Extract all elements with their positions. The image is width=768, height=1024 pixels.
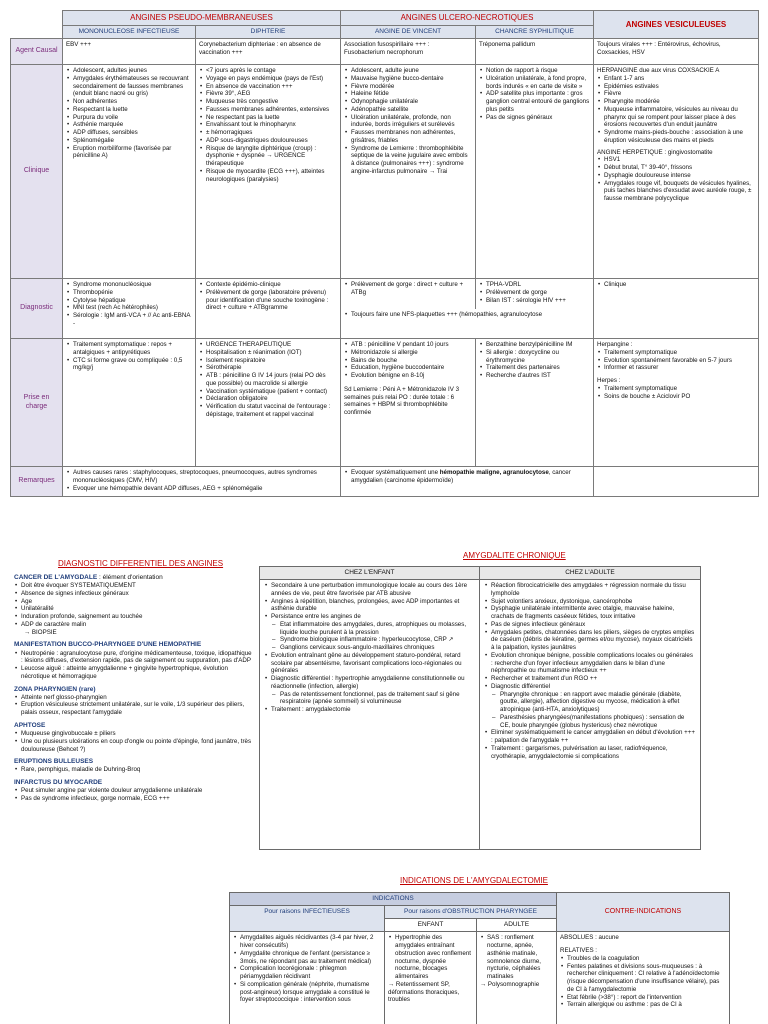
list-item: • HSV1 <box>597 156 755 164</box>
list-item: • Soins de bouche ± Aciclovir PO <box>597 393 755 401</box>
list-item: • Neutropénie : agranulocytose pure, d'origine médicamenteuse, toxique, idiopathique : lésions diffuses, d'extension rapide, pas de saignement ou suppuration, pas d'ADP <box>14 650 252 666</box>
list-item: • Syndrome de Lemierre : thrombophlébite septique de la veine jugulaire avec embols à distance (pulmonaires +++) : syndrome angine-infarctus pulmonaire → Trai <box>344 145 472 176</box>
list-item: • Amygdalite chronique de l'enfant (persistance ≥ 3mois, ne répondant pas au traitement médical) <box>233 950 381 966</box>
list-item: • Evolution chronique bénigne, possible complications locales ou générales : recherche d'un foyer infectieux amygdalien dans le bilan d'une néphropathie ou rhumatisme infectieux ++ <box>484 652 696 675</box>
list-item: • Splénomégalie <box>66 137 192 145</box>
dd-title: DIAGNOSTIC DIFFERENTIEL DES ANGINES <box>58 559 224 568</box>
dd-bull-head: ERUPTIONS BULLEUSES <box>14 758 94 766</box>
list-item: • Amygdalites aiguës récidivantes (3-4 par hiver, 2 hiver consécutifs) <box>233 934 381 950</box>
list-item: • Fièvre <box>597 90 755 98</box>
list-item: • Bains de bouche <box>344 357 472 365</box>
list-item: • Pas de signes infectieux généraux <box>484 621 696 629</box>
row-label-remarques: Remarques <box>11 467 63 497</box>
list-item: • Enfant 1-7 ans <box>597 75 755 83</box>
list-item: • Fausses membranes adhérentes, extensives <box>199 106 337 114</box>
list-item: • Doit être évoquer SYSTEMATIQUEMENT <box>14 582 252 590</box>
amyg-adult <box>480 580 701 850</box>
infect-list <box>230 932 385 1024</box>
list-item: • Pharyngite modérée <box>597 98 755 106</box>
indic-top-header: INDICATIONS <box>230 893 557 906</box>
prise-diph <box>196 339 341 467</box>
header-diphterie: DIPHTERIE <box>196 26 341 39</box>
list-item: – Pharyngite chronique : en rapport avec maladie générale (diabète, goutte, allergie), affection digestive ou mycose, médication à effet atropinique (anti-HTA, anxiolytiques) <box>484 691 696 714</box>
angine-herpetique-title: ANGINE HERPETIQUE : gingivostomatite <box>597 148 713 156</box>
list-item: • Recherche d'autres IST <box>479 372 590 380</box>
list-item: • En absence de vaccination +++ <box>199 83 337 91</box>
list-item: • Leucose aiguë : atteinte amygdalienne + gingivite hypertrophique, évolution nécrotique et hémorragique <box>14 665 252 681</box>
agent-vincent: Association fusospirillaire +++ : Fusobacterium necrophorum <box>341 39 476 65</box>
list-item: • Autres causes rares : staphylocoques, streptocoques, pneumocoques, autres syndromes mononucléosiques (CMV, HIV) <box>66 469 337 485</box>
list-item: • Réaction fibrocicatricielle des amygdales + régression normale du tissu lymphoïde <box>484 582 696 598</box>
row-label-agent: Agent Causal <box>11 39 63 65</box>
list-item: • Cytolyse hépatique <box>66 297 192 305</box>
list-item: • Métronidazole si allergie <box>344 349 472 357</box>
list-item: • Amygdales rouge vif, bouquets de vésicules hyalines, puis taches blanches d'exsudat avec auréole rouge, ± fausse membrane polycyclique <box>597 180 755 203</box>
lemierre-note: Sd Lemierre : Péni A + Métronidazole IV 3 semaines puis relai PO : durée totale : 6 semaines + HBPM si thrombophlébite confirmée <box>344 385 460 417</box>
herpes-pec-title: Herpes : <box>597 377 621 385</box>
list-item: • Isolement respiratoire <box>199 357 337 365</box>
list-item: • Eliminer systématiquement le cancer amygdalien en début d'évolution +++ : palpation de l'amygdale ++ <box>484 729 696 745</box>
list-item: • Déclaration obligatoire <box>199 395 337 403</box>
diagnostic-vesic <box>594 279 759 339</box>
list-item: • Fièvre modérée <box>344 83 472 91</box>
header-mononucleose: MONONUCLEOSE INFECTIEUSE <box>63 26 196 39</box>
clinique-vesic <box>594 65 759 279</box>
list-item: • Evoquer une hémopathie devant ADP diffuses, AEG + splénomégalie <box>66 485 337 493</box>
list-item: • MNI test (rech Ac hétérophiles) <box>66 304 192 312</box>
list-item: • Sérothérapie <box>199 364 337 372</box>
header-ulcero-necrotiques: ANGINES ULCERO-NECROTIQUES <box>341 11 594 26</box>
list-item: • Benzathine benzylpénicilline IM <box>479 341 590 349</box>
list-item: • Traitement symptomatique : repos + antalgiques + antipyrétiques <box>66 341 192 357</box>
list-item: • Adolescent, adultes jeunes <box>66 67 192 75</box>
diagnostic-diph <box>196 279 341 339</box>
list-item: • Diagnostic différentiel : hypertrophie amygdalienne constitutionnelle ou réactionnelle (infection, allergie) <box>264 675 475 691</box>
list-item: • Une ou plusieurs ulcérations en coup d'ongle ou pointe d'épingle, fond jaunâtre, très douloureuse (Behcet ?) <box>14 738 252 754</box>
list-item: • Rare, pemphigus, maladie de Duhring-Broq <box>14 766 252 774</box>
list-item: • Fièvre 39°, AEG <box>199 90 337 98</box>
list-item: • Etat fébrile (>38°) : report de l'intervention <box>560 994 726 1002</box>
list-item: – Etat inflammatoire des amygdales, dures, atrophiques ou molasses, liquide louche purulent à la pression <box>264 621 475 637</box>
list-item: • Absence de signes infectieux généraux <box>14 590 252 598</box>
list-item: • Prélèvement de gorge : direct + culture + ATBg <box>344 281 472 297</box>
enfant-list <box>385 932 477 1024</box>
list-item: • Informer et rassurer <box>597 364 755 372</box>
herpangine-pec-title: Herpangine : <box>597 341 633 349</box>
contra-list <box>557 932 730 1024</box>
list-item: • Angines à répétition, blanches, prolongées, avec ADP importantes et asthénie durable <box>264 598 475 614</box>
list-item: • Asthénie marquée <box>66 121 192 129</box>
list-item: • Envahissant tout le rhinopharynx <box>199 121 337 129</box>
list-item: • Troubles de la coagulation <box>560 955 726 963</box>
list-item: • Induration profonde, saignement au touchée <box>14 613 252 621</box>
list-item: • Secondaire à une perturbation immunologique locale au cours des 1ère années de vie, peut être favorisée par ATB abusive <box>264 582 475 598</box>
enfant-header: ENFANT <box>385 919 477 932</box>
list-item: • ADP satellite plus importante : gros ganglion central entouré de ganglions plus petits <box>479 90 590 113</box>
list-item: • Amygdales petites, chatonnées dans les piliers, sièges de cryptes emplies de caséum (débris de kératine, germes et/ou mycose), noyaux cicatriciels à la palpation, kystes jaunâtres <box>484 629 696 652</box>
list-item: • Evolution entraînant gêne au développement staturo-pondéral, retard scolaire par absentéisme, favorisant complications loco-régionales ou générales <box>264 652 475 675</box>
clinique-mono <box>63 65 196 279</box>
contra-header: CONTRE-INDICATIONS <box>557 893 730 932</box>
remarques-left <box>63 467 341 497</box>
list-item: • ATB : pénicilline V pendant 10 jours <box>344 341 472 349</box>
adulte-arrow-note: → Polysomnographie <box>480 980 540 988</box>
diagnostic-mono <box>63 279 196 339</box>
remarques-vesic <box>594 467 759 497</box>
row-label-prise: Prise en charge <box>11 339 63 467</box>
list-item: • Vaccination systématique (patient + contact) <box>199 388 337 396</box>
list-item: • Prélèvement de gorge <box>479 289 590 297</box>
prise-mono <box>63 339 196 467</box>
list-item: • Ulcération unilatérale, profonde, non indurée, bords irréguliers et surélevés <box>344 114 472 130</box>
list-item: • Pas de syndrome infectieux, gorge normale, ECG +++ <box>14 795 252 803</box>
list-item: • ADP de caractère malin <box>14 621 252 629</box>
list-item: • Ulcération unilatérale, à fond propre, bords indurés « en carte de visite » <box>479 75 590 91</box>
agent-diph: Corynebacterium diphteriae : en absence de vaccination +++ <box>196 39 341 65</box>
obstr-header: Pour raisons d'OBSTRUCTION PHARYNGEE <box>385 906 557 919</box>
list-item: • Notion de rapport à risque <box>479 67 590 75</box>
list-item: • ATB : pénicilline G IV 14 jours (relai PO dès que possible) ou macrolide si allergie <box>199 372 337 388</box>
amyg-col-adult: CHEZ L'ADULTE <box>480 567 701 580</box>
diagnostic-vincent <box>341 279 476 309</box>
clinique-vincent <box>341 65 476 279</box>
list-item: • Fentes palatines et divisions sous-muqueuses : à rechercher cliniquement : CI relative à l'adénoïdectomie (risque décompensation d'une insuffisance vélaire), pas de CI à l'amygdalectomie <box>560 963 726 994</box>
list-item: • Amygdales érythémateuses se recouvrant secondairement de fausses membranes (enduit blanc nacré ou gris) <box>66 75 192 98</box>
row-label-clinique: Clinique <box>11 65 63 279</box>
list-item: • Peut simuler angine par violente douleur amygdalienne unilatérale <box>14 787 252 795</box>
list-item: • Diagnostic différentiel <box>484 683 696 691</box>
dd-biopsie: → BIOPSIE <box>24 628 57 636</box>
list-item: • Education, hygiène buccodentaire <box>344 364 472 372</box>
header-vincent: ANGINE DE VINCENT <box>341 26 476 39</box>
list-item: – Syndrome biologique inflammatoire : hyperleucocytose, CRP ↗ <box>264 636 475 644</box>
list-item: • Complication locorégionale : phlegmon périamygdalien récidivant <box>233 965 381 981</box>
list-item: • Traitement symptomatique <box>597 385 755 393</box>
list-item: • Odynophagie unilatérale <box>344 98 472 106</box>
dd-infarct-head: INFARCTUS DU MYOCARDE <box>14 779 103 787</box>
header-vesiculeuses: ANGINES VESICULEUSES <box>594 11 759 39</box>
list-item: • Risque de myocardite (ECG +++), atteintes neurologiques (paralysies) <box>199 168 337 184</box>
list-item: • Bilan IST : sérologie HIV +++ <box>479 297 590 305</box>
list-item: • Epidémies estivales <box>597 83 755 91</box>
list-item: – Ganglions cervicaux sous-angulo-maxillaires chroniques <box>264 644 475 652</box>
list-item: • Evolution spontanément favorable en 5-7 jours <box>597 357 755 365</box>
list-item: • ADP sous-digastriques douloureuses <box>199 137 337 145</box>
list-item: • Ne respectant pas la luette <box>199 114 337 122</box>
list-item: • Syndrome mains-pieds-bouche : association à une éruption vésiculeuse des mains et pieds <box>597 129 755 145</box>
amyg-child <box>260 580 480 850</box>
list-item: • Persistance entre les angines de <box>264 613 475 621</box>
list-item: • Muqueuse inflammatoire, vésicules au niveau du pharynx qui se rompent pour laisser place à des érosions recouvertes d'un enduit jaunâtre <box>597 106 755 129</box>
dd-zona-head: ZONA PHARYNGIEN (rare) <box>14 685 96 693</box>
agent-chancre: Tréponema pallidum <box>476 39 594 65</box>
list-item: • Si complication générale (néphrite, rhumatisme post-angineux) lorsque amygdale a constitué le foyer streptococcique : intervention sous <box>233 981 381 1004</box>
list-item: • Non adhérentes <box>66 98 192 106</box>
dd-cancer-head: CANCER DE L'AMYGDALE : élément d'orientation <box>14 574 163 581</box>
list-item: • Purpura du voile <box>66 114 192 122</box>
list-item: • Dysphagie unilatérale intermittente avec otalgie, mauvaise haleine, crachats de fragments caséeux fétides, toux irritative <box>484 605 696 621</box>
header-chancre: CHANCRE SYPHILITIQUE <box>476 26 594 39</box>
agent-mono: EBV +++ <box>63 39 196 65</box>
list-item: • Traitement symptomatique <box>597 349 755 357</box>
amyg-col-child: CHEZ L'ENFANT <box>260 567 480 580</box>
list-item: • <7 jours après le contage <box>199 67 337 75</box>
list-item: • Respectant la luette <box>66 106 192 114</box>
list-item: • Adénopathie satellite <box>344 106 472 114</box>
list-item: • Clinique <box>597 281 755 289</box>
list-item: • Terrain allergique ou asthme : pas de CI à <box>560 1001 726 1009</box>
prise-chancre <box>476 339 594 467</box>
list-item: • Hypertrophie des amygdales entraînant obstruction avec ronflement nocturne, dyspnée nocturne, blocages alimentaires <box>388 934 473 981</box>
herpangine-title: HERPANGINE due aux virus COXSACKIE A <box>597 67 720 75</box>
list-item: • Traitement : gargarismes, pulvérisation au laser, radiofréquence, cryothérapie, amygdalectomie si complications <box>484 745 696 761</box>
list-item: • Haleine fétide <box>344 90 472 98</box>
list-item: • Contexte épidémio-clinique <box>199 281 337 289</box>
list-item: – Pas de retentissement fonctionnel, pas de traitement sauf si gêne respiratoire (apnée sommeil) si volumineuse <box>264 691 475 707</box>
header-pseudo-membraneuses: ANGINES PSEUDO-MEMBRANEUSES <box>63 11 341 26</box>
list-item: • Dysphagie douloureuse intense <box>597 172 755 180</box>
list-item: • Hospitalisation ± réanimation (IOT) <box>199 349 337 357</box>
diagnostic-nfs-note: • Toujours faire une NFS-plaquettes +++ (hémopathies, agranulocytose <box>341 309 594 339</box>
diagnostic-chancre <box>476 279 594 309</box>
amygdalite-table <box>259 566 701 850</box>
list-item: • Début brutal, T° 39-40°, frissons <box>597 164 755 172</box>
remarques-right: • Evoquer systématiquement une hémopathie maligne, agranulocytose, cancer amygdalien (carcinome épidermoïde) <box>341 467 594 497</box>
list-item: • Muqueuse très congestive <box>199 98 337 106</box>
list-item: • Prélèvement de gorge (laboratoire prévenu) pour identification d'une souche toxinogène : direct + culture + ATBgramme <box>199 289 337 312</box>
list-item: • Adolescent, adulte jeune <box>344 67 472 75</box>
infect-header: Pour raisons INFECTIEUSES <box>230 906 385 932</box>
list-item: • CTC si forme grave ou compliquée : 0,5 mg/kg/j <box>66 357 192 373</box>
row-label-diagnostic: Diagnostic <box>11 279 63 339</box>
list-item: • SAS : ronflement nocturne, apnée, asthénie matinale, somnolence diurne, nycturie, céphalées matinales <box>480 934 553 981</box>
dd-block <box>14 574 252 803</box>
list-item: • Eruption morbiliforme (favorisée par pénicilline A) <box>66 145 192 161</box>
list-item: – Paresthésies pharyngées(manifestations phobiques) : sensation de CE, boule pharyngée (globus hystericus) chez névrotique <box>484 714 696 730</box>
list-item: • Mauvaise hygiène bucco-dentaire <box>344 75 472 83</box>
indications-table <box>229 892 730 1024</box>
angines-table <box>10 10 759 497</box>
dd-hemo-head: MANIFESTATION BUCCO-PHARYNGEE D'UNE HEMOPATHIE <box>14 641 202 649</box>
list-item: • Evolution bénigne en 8-10j <box>344 372 472 380</box>
list-item: • Thrombopénie <box>66 289 192 297</box>
list-item: • Traitement des partenaires <box>479 364 590 372</box>
list-item: • Vérification du statut vaccinal de l'entourage : dépistage, traitement et rappel vaccinal <box>199 403 337 419</box>
contra-absolues: ABSOLUES : aucune <box>560 934 619 942</box>
adulte-list <box>477 932 557 1024</box>
prise-vincent <box>341 339 476 467</box>
adulte-header: ADULTE <box>477 919 557 932</box>
dd-aphtose-head: APHTOSE <box>14 721 46 729</box>
clinique-chancre <box>476 65 594 279</box>
list-item: • Atteinte nerf glosso-pharyngien <box>14 694 252 702</box>
indic-title: INDICATIONS DE L'AMYGDALECTOMIE <box>400 876 548 885</box>
list-item: • Pas de signes généraux <box>479 114 590 122</box>
list-item: • TPHA-VDRL <box>479 281 590 289</box>
agent-vesic: Toujours virales +++ : Entérovirus, échovirus, Coxsackies, HSV <box>594 39 759 65</box>
list-item: • Eruption vésiculeuse strictement unilatérale, sur le voile, 1/3 supérieur des piliers, palais osseux, respectant l'amygdale <box>14 701 252 717</box>
list-item: • Syndrome mononucléosique <box>66 281 192 289</box>
list-item: • Muqueuse gingivobuccale ± piliers <box>14 730 252 738</box>
list-item: • Traitement : amygdalectomie <box>264 706 475 714</box>
corner-cell <box>11 11 63 39</box>
amyg-title: AMYGDALITE CHRONIQUE <box>463 551 566 560</box>
clinique-diph <box>196 65 341 279</box>
list-item: • Sérologie : IgM anti-VCA + // Ac anti-EBNA - <box>66 312 192 328</box>
list-item: • Risque de laryngite diphtérique (croup) : dysphonie + dyspnée → URGENCE thérapeutique <box>199 145 337 168</box>
list-item: • Sujet volontiers anxieux, dystonique, cancérophobe <box>484 598 696 606</box>
enfant-arrow-note: → Retentissement SP, déformations thoraciques, troubles <box>388 980 460 1004</box>
list-item: • URGENCE THERAPEUTIQUE <box>199 341 337 349</box>
list-item: • Rechercher et traitement d'un RGO ++ <box>484 675 696 683</box>
list-item: • Fausses membranes non adhérentes, grisâtres, friables <box>344 129 472 145</box>
list-item: • Age <box>14 598 252 606</box>
list-item: • Si allergie : doxycycline ou érythromycine <box>479 349 590 365</box>
prise-vesic <box>594 339 759 467</box>
contra-relatives: RELATIVES : <box>560 947 598 955</box>
list-item: • ADP diffuses, sensibles <box>66 129 192 137</box>
list-item: • Unilatéralité <box>14 605 252 613</box>
list-item: • ± hémorragiques <box>199 129 337 137</box>
list-item: • Voyage en pays endémique (pays de l'Est) <box>199 75 337 83</box>
